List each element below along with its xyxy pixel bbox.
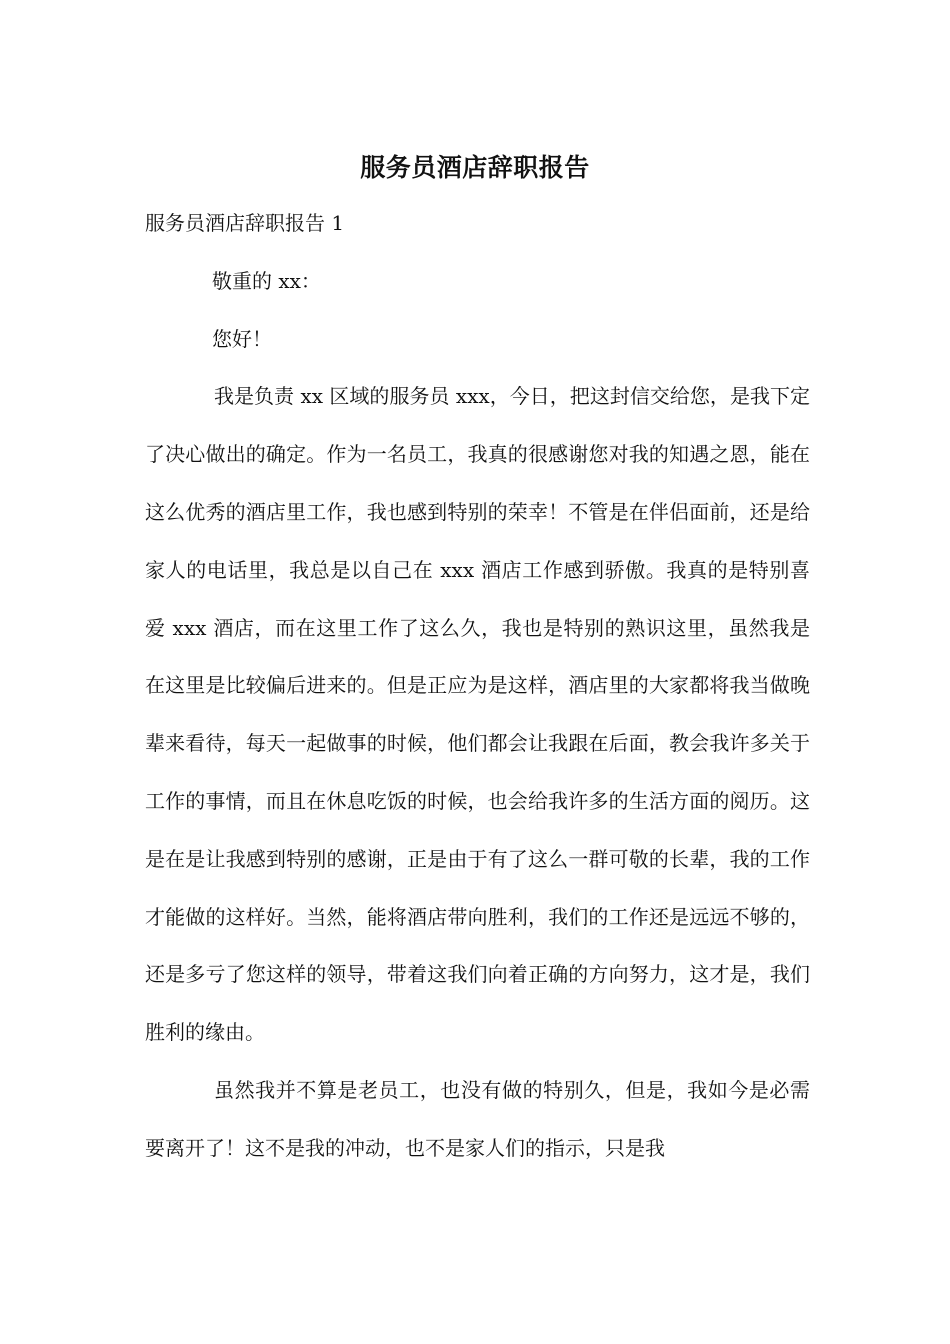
salutation: 敬重的 xx： (212, 268, 321, 293)
document-body (145, 195, 810, 1178)
body-paragraph-2: 虽然我并不算是老员工，也没有做的特别久，但是，我如今是必需要离开了！这不是我的冲动，也不是家人们的指示，只是我 (145, 1077, 810, 1160)
section-heading: 服务员酒店辞职报告 1 (145, 211, 345, 235)
body-paragraph-1: 我是负责 xx 区域的服务员 xxx，今日，把这封信交给您，是我下定了决心做出的确定。作为一名员工，我真的很感谢您对我的知遇之恩，能在这么优秀的酒店里工作，我也感到特别的荣幸！不管是在伴侣面前，还是给家人的电话里，我总是以自己在 xxx 酒店工作感到骄傲。我真的是特别喜爱 xxx 酒店，而在这里工作了这么久，我也是特别的熟识这里，虽然我是在这里是比较偏后进来的。但是正应为是这样，酒店里的大家都将我当做晚辈来看待，每天一起做事的时候，他们都会让我跟在后面，教会我许多关于工作的事情，而且在休息吃饭的时候，也会给我许多的生活方面的阅历。这是在是让我感到特别的感谢，正是由于有了这么一群可敬的长辈，我的工作才能做的这样好。当然，能将酒店带向胜利，我们的工作还是远远不够的，还是多亏了您这样的领导，带着这我们向着正确的方向努力，这才是，我们胜利的缘由。 (145, 384, 810, 1045)
greeting: 您好！ (212, 326, 272, 351)
document-title: 服务员酒店辞职报告 (360, 152, 590, 182)
